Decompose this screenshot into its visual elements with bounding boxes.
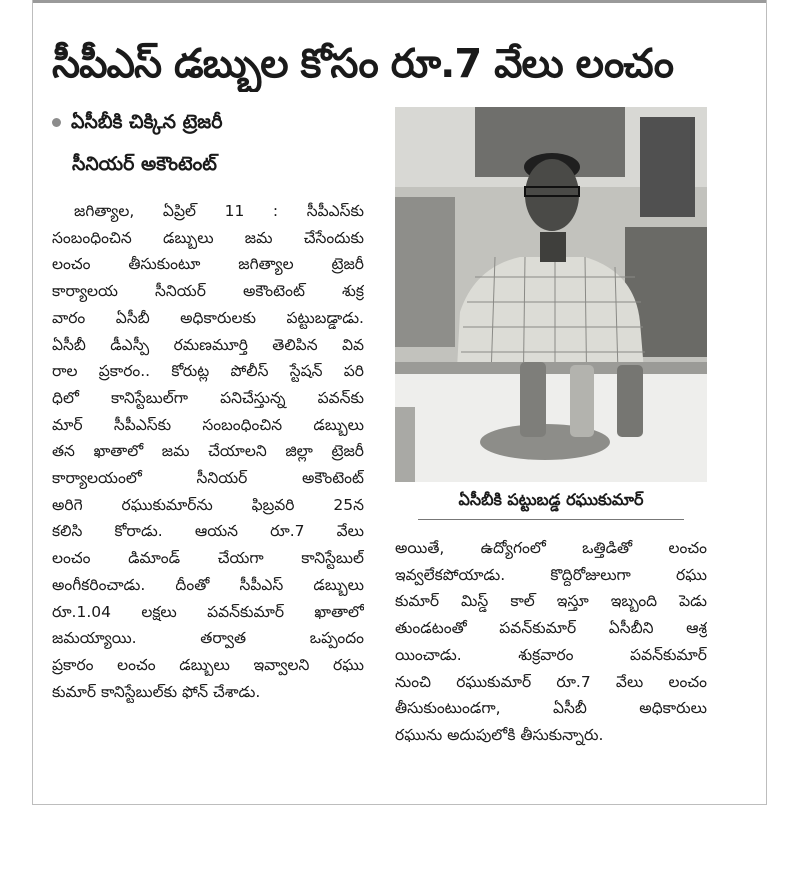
subhead-1 bbox=[52, 108, 222, 136]
article-line: అంగీకరించాడు. దీంతో సీపీఎస్ డబ్బులు bbox=[52, 575, 364, 594]
article-line: కార్యాలయ సీనియర్ అకౌంటెంట్ శుక్ర bbox=[52, 282, 364, 301]
article-line: జమయ్యాయి. తర్వాత ఒప్పందం bbox=[52, 629, 364, 648]
article-line: కుమార్ కానిస్టేబుల్‌కు ఫోన్ చేశాడు. bbox=[52, 682, 261, 701]
caption-rule bbox=[418, 519, 684, 520]
article-line: అరిగె రఘుకుమార్‌ను ఫిబ్రవరి 25న bbox=[52, 495, 364, 514]
article-line: కార్యాలయంలో సీనియర్ అకౌంటెంట్ bbox=[52, 469, 364, 488]
article-line: ఏసీబీ డీఎస్పీ రమణమూర్తి తెలిపిన వివ bbox=[52, 335, 364, 354]
subhead-2: సీనియర్ అకౌంటెంట్ bbox=[72, 153, 217, 175]
article-line: మార్ సీపీఎస్‌కు సంబంధించిన డబ్బులు bbox=[52, 415, 364, 434]
article-line: రాల ప్రకారం.. కోరుట్ల పోలీస్ స్టేషన్ పరి bbox=[52, 362, 364, 381]
article-line: రఘును అదుపులోకి తీసుకున్నారు. bbox=[395, 725, 604, 744]
article-line: కుమార్ మిస్డ్ కాల్ ఇస్తూ ఇబ్బంది పెడు bbox=[395, 592, 707, 611]
article-line: ప్రకారం లంచం డబ్బులు ఇవ్వాలని రఘు bbox=[52, 655, 364, 674]
bullet-icon bbox=[52, 118, 61, 127]
article-line: లంచం డిమాండ్ చేయగా కానిస్టేబుల్ bbox=[52, 549, 364, 568]
article-line: నుంచి రఘుకుమార్ రూ.7 వేలు లంచం bbox=[395, 672, 707, 691]
photo-illustration bbox=[395, 107, 707, 482]
subhead-1-text: ఏసీబీకి చిక్కిన ట్రెజరీ bbox=[71, 111, 223, 133]
article-column-left bbox=[52, 198, 364, 705]
article-line: యించాడు. శుక్రవారం పవన్‌కుమార్ bbox=[395, 645, 707, 664]
article-line: రూ.1.04 లక్షలు పవన్‌కుమార్ ఖాతాలో bbox=[52, 602, 364, 621]
article-line: తన ఖాతాలో జమ చేయాలని జిల్లా ట్రెజరీ bbox=[52, 442, 364, 461]
article-line: జగిత్యాల, ఏప్రిల్ 11 : సీపీఎస్‌కు bbox=[74, 202, 364, 220]
article-column-right bbox=[395, 535, 707, 749]
headline: సీపీఎస్ డబ్బుల కోసం రూ.7 వేలు లంచం bbox=[52, 41, 673, 87]
article-line: కలిసి కోరాడు. ఆయన రూ.7 వేలు bbox=[52, 522, 364, 541]
news-photo bbox=[395, 107, 707, 482]
article-line: ఇవ్వలేకపోయాడు. కొద్దిరోజులుగా రఘు bbox=[395, 565, 707, 584]
article-line: లంచం తీసుకుంటూ జగిత్యాల ట్రెజరీ bbox=[52, 255, 364, 274]
article-line: ధిలో కానిస్టేబుల్‌గా పనిచేస్తున్న పవన్‌కు bbox=[52, 388, 364, 407]
article-line: సంబంధించిన డబ్బులు జమ చేసేందుకు bbox=[52, 228, 364, 247]
article-line: వారం ఏసీబీ అధికారులకు పట్టుబడ్డాడు. bbox=[52, 308, 364, 327]
photo-caption: ఏసీబీకి పట్టుబడ్డ రఘుకుమార్ bbox=[458, 490, 644, 509]
article-line: అయితే, ఉద్యోగంలో ఒత్తిడితో లంచం bbox=[395, 539, 707, 557]
article-line: తుండటంతో పవన్‌కుమార్ ఏసీబీని ఆశ్ర bbox=[395, 619, 707, 638]
article-line: తీసుకుంటుండగా, ఏసీబీ అధికారులు bbox=[395, 699, 707, 718]
